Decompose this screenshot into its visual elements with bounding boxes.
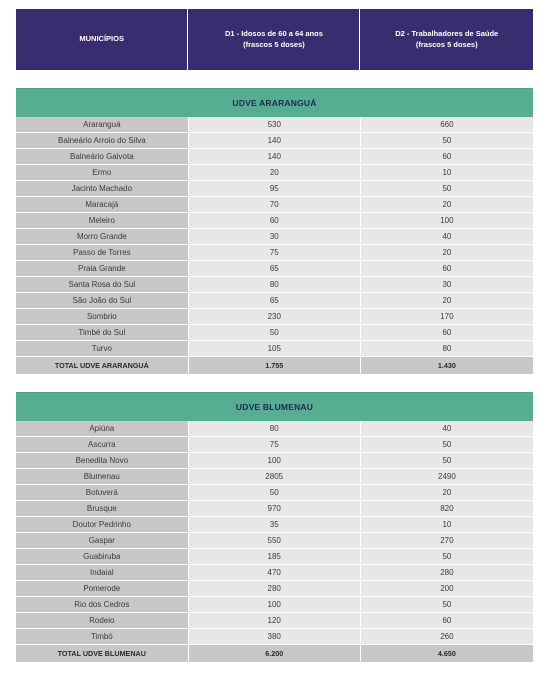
table-row xyxy=(16,597,533,613)
municipio-cell: Apiúna xyxy=(16,421,189,437)
municipio-cell: São João do Sul xyxy=(16,293,189,309)
table-row xyxy=(16,309,533,325)
section-title: UDVE ARARANGUÁ xyxy=(16,88,533,117)
d2-cell: 260 xyxy=(361,629,533,645)
table-row xyxy=(16,117,533,133)
d2-cell: 10 xyxy=(361,517,533,533)
section-table-blumenau xyxy=(16,392,533,662)
d1-cell: 120 xyxy=(189,613,361,629)
d1-cell: 65 xyxy=(189,293,361,309)
d1-cell: 50 xyxy=(189,325,361,341)
municipio-cell: Santa Rosa do Sul xyxy=(16,277,189,293)
table-row xyxy=(16,229,533,245)
municipio-cell: Jacinto Machado xyxy=(16,181,189,197)
municipio-cell: Balneário Arroio do Silva xyxy=(16,133,189,149)
municipio-cell: Benedita Novo xyxy=(16,453,189,469)
header-d2 xyxy=(360,9,533,70)
d2-cell: 60 xyxy=(361,325,533,341)
municipio-cell: Brusque xyxy=(16,501,189,517)
d1-cell: 530 xyxy=(189,117,361,133)
d2-cell: 270 xyxy=(361,533,533,549)
total-label: TOTAL UDVE ARARANGUÁ xyxy=(16,357,189,374)
d1-cell: 280 xyxy=(189,581,361,597)
table-row xyxy=(16,181,533,197)
d2-cell: 660 xyxy=(361,117,533,133)
header-municipios-label: MUNICÍPIOS xyxy=(79,34,124,44)
d1-cell: 35 xyxy=(189,517,361,533)
municipio-cell: Doutor Pedrinho xyxy=(16,517,189,533)
d2-cell: 60 xyxy=(361,613,533,629)
d2-cell: 50 xyxy=(361,437,533,453)
total-row xyxy=(16,645,533,662)
header-municipios xyxy=(16,9,188,70)
d1-cell: 140 xyxy=(189,133,361,149)
d1-cell: 185 xyxy=(189,549,361,565)
municipio-cell: Guabiruba xyxy=(16,549,189,565)
d1-cell: 970 xyxy=(189,501,361,517)
total-d2: 1.430 xyxy=(361,357,533,374)
municipio-cell: Ermo xyxy=(16,165,189,181)
d2-cell: 820 xyxy=(361,501,533,517)
d1-cell: 50 xyxy=(189,485,361,501)
d1-cell: 2805 xyxy=(189,469,361,485)
municipio-cell: Gaspar xyxy=(16,533,189,549)
municipio-cell: Pomerode xyxy=(16,581,189,597)
d2-cell: 30 xyxy=(361,277,533,293)
municipio-cell: Timbé do Sul xyxy=(16,325,189,341)
d2-cell: 80 xyxy=(361,341,533,357)
header-table xyxy=(16,9,533,70)
table-row xyxy=(16,325,533,341)
d2-cell: 40 xyxy=(361,421,533,437)
municipio-cell: Timbó xyxy=(16,629,189,645)
d1-cell: 80 xyxy=(189,277,361,293)
d2-cell: 50 xyxy=(361,597,533,613)
table-row xyxy=(16,581,533,597)
table-row xyxy=(16,165,533,181)
header-d1 xyxy=(188,9,360,70)
header-d1-subtitle: (frascos 5 doses) xyxy=(243,39,305,49)
d1-cell: 20 xyxy=(189,165,361,181)
d2-cell: 60 xyxy=(361,149,533,165)
table-row xyxy=(16,629,533,645)
municipio-cell: Blumenau xyxy=(16,469,189,485)
municipio-cell: Balneário Gaivota xyxy=(16,149,189,165)
d2-cell: 200 xyxy=(361,581,533,597)
municipio-cell: Morro Grande xyxy=(16,229,189,245)
section-title: UDVE BLUMENAU xyxy=(16,392,533,421)
total-d1: 6.200 xyxy=(189,645,361,662)
municipio-cell: Ascurra xyxy=(16,437,189,453)
d1-cell: 60 xyxy=(189,213,361,229)
municipio-cell: Botuverá xyxy=(16,485,189,501)
d1-cell: 140 xyxy=(189,149,361,165)
d1-cell: 75 xyxy=(189,245,361,261)
d2-cell: 170 xyxy=(361,309,533,325)
table-row xyxy=(16,453,533,469)
table-row xyxy=(16,533,533,549)
table-row xyxy=(16,149,533,165)
table-row xyxy=(16,613,533,629)
total-d2: 4.650 xyxy=(361,645,533,662)
d1-cell: 70 xyxy=(189,197,361,213)
municipio-cell: Sombrio xyxy=(16,309,189,325)
section-table-ararangua xyxy=(16,88,533,374)
d1-cell: 230 xyxy=(189,309,361,325)
municipio-cell: Praia Grande xyxy=(16,261,189,277)
d2-cell: 50 xyxy=(361,453,533,469)
municipio-cell: Turvo xyxy=(16,341,189,357)
d1-cell: 80 xyxy=(189,421,361,437)
d1-cell: 75 xyxy=(189,437,361,453)
d2-cell: 50 xyxy=(361,181,533,197)
d1-cell: 95 xyxy=(189,181,361,197)
d1-cell: 65 xyxy=(189,261,361,277)
d1-cell: 100 xyxy=(189,453,361,469)
header-d1-title: D1 - Idosos de 60 a 64 anos xyxy=(224,29,323,39)
table-row xyxy=(16,133,533,149)
d1-cell: 30 xyxy=(189,229,361,245)
table-row xyxy=(16,213,533,229)
d2-cell: 50 xyxy=(361,549,533,565)
table-row xyxy=(16,293,533,309)
d1-cell: 100 xyxy=(189,597,361,613)
table-row xyxy=(16,437,533,453)
table-row xyxy=(16,517,533,533)
header-row xyxy=(16,9,533,70)
d2-cell: 50 xyxy=(361,133,533,149)
d2-cell: 10 xyxy=(361,165,533,181)
header-d2-title: D2 - Trabalhadores de Saúde xyxy=(395,29,499,39)
header-d2-subtitle: (frascos 5 doses) xyxy=(415,39,478,49)
table-row xyxy=(16,421,533,437)
total-row xyxy=(16,357,533,374)
table-row xyxy=(16,565,533,581)
municipio-cell: Maracajá xyxy=(16,197,189,213)
table-row xyxy=(16,261,533,277)
d1-cell: 550 xyxy=(189,533,361,549)
municipio-cell: Indaial xyxy=(16,565,189,581)
table-row xyxy=(16,245,533,261)
d2-cell: 40 xyxy=(361,229,533,245)
municipio-cell: Rio dos Cedros xyxy=(16,597,189,613)
municipio-cell: Rodeio xyxy=(16,613,189,629)
d2-cell: 20 xyxy=(361,197,533,213)
municipio-cell: Araranguá xyxy=(16,117,189,133)
municipio-cell: Meleiro xyxy=(16,213,189,229)
d2-cell: 20 xyxy=(361,485,533,501)
d1-cell: 470 xyxy=(189,565,361,581)
table-row xyxy=(16,277,533,293)
d2-cell: 280 xyxy=(361,565,533,581)
d1-cell: 380 xyxy=(189,629,361,645)
table-row xyxy=(16,197,533,213)
d1-cell: 105 xyxy=(189,341,361,357)
total-d1: 1.755 xyxy=(189,357,361,374)
total-label: TOTAL UDVE BLUMENAU xyxy=(16,645,189,662)
table-row xyxy=(16,501,533,517)
d2-cell: 20 xyxy=(361,245,533,261)
table-row xyxy=(16,549,533,565)
d2-cell: 60 xyxy=(361,261,533,277)
table-row xyxy=(16,341,533,357)
d2-cell: 20 xyxy=(361,293,533,309)
table-row xyxy=(16,469,533,485)
d2-cell: 100 xyxy=(361,213,533,229)
d2-cell: 2490 xyxy=(361,469,533,485)
municipio-cell: Passo de Torres xyxy=(16,245,189,261)
table-row xyxy=(16,485,533,501)
